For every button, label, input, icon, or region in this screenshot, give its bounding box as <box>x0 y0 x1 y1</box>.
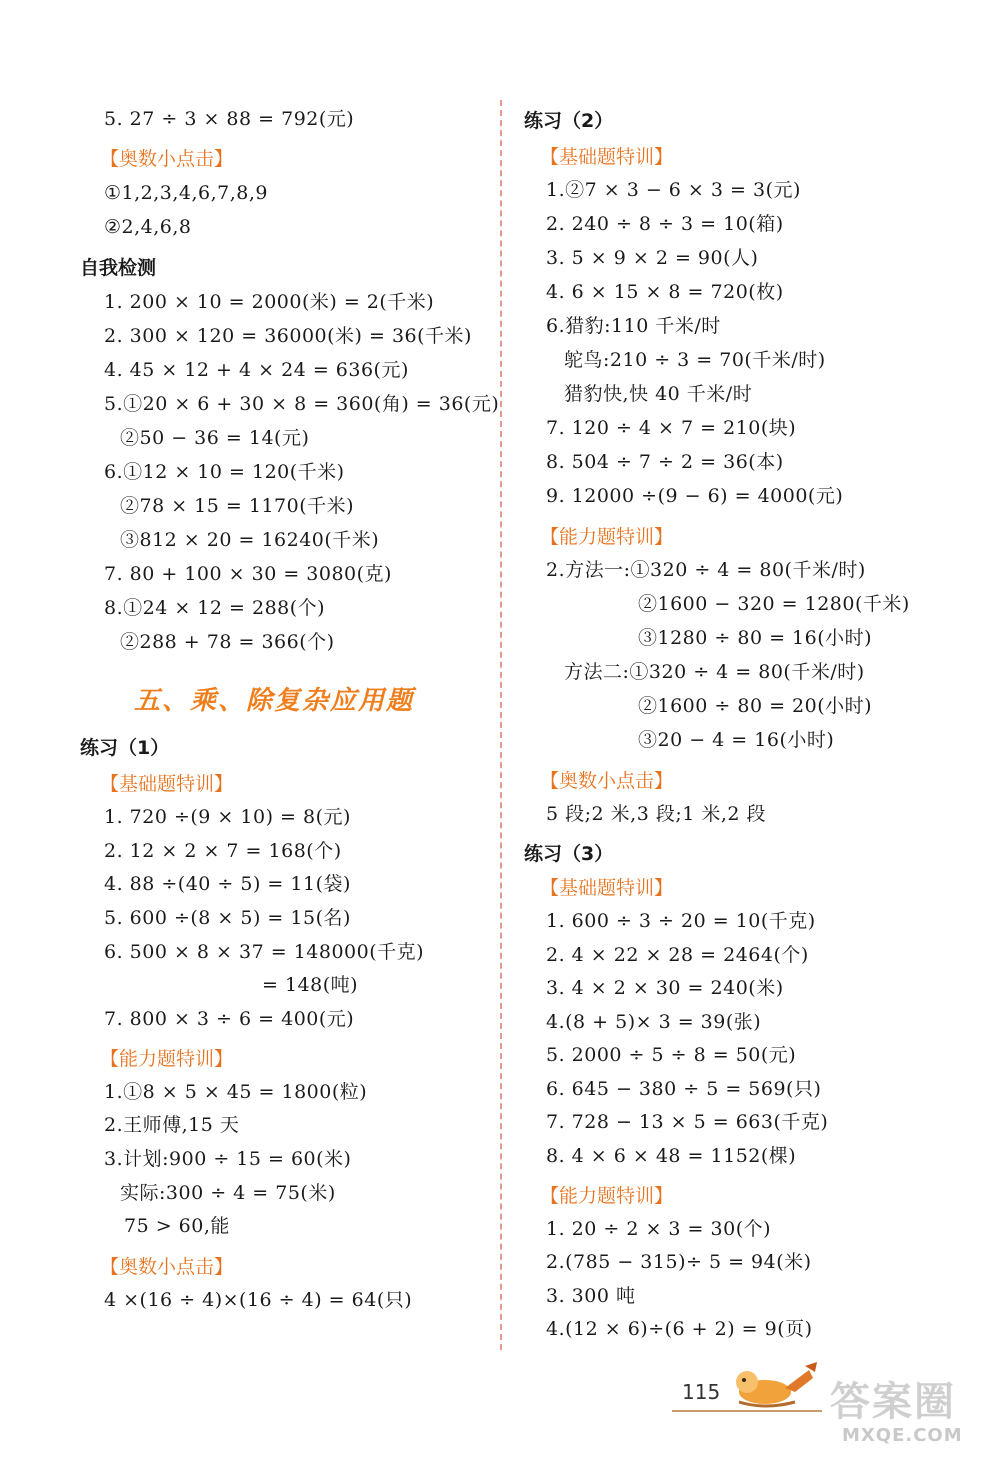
answer-line: 5. 2000 ÷ 5 ÷ 8 = 50(元) <box>546 1044 797 1066</box>
answer-line: 5. 27 ÷ 3 × 88 = 792(元) <box>104 108 355 130</box>
answer-line: 1. 200 × 10 = 2000(米) = 2(千米) <box>104 291 435 313</box>
answer-line: ②50 − 36 = 14(元) <box>120 427 310 449</box>
section-tag-ability: 【能力题特训】 <box>100 1048 234 1070</box>
mascot-illustration-icon <box>725 1358 825 1412</box>
answer-line: ③20 − 4 = 16(小时) <box>638 729 835 751</box>
answer-line: 4. 6 × 15 × 8 = 720(枚) <box>546 281 784 303</box>
chapter-title: 五、乘、除复杂应用题 <box>134 686 415 716</box>
answer-line: ②1600 − 320 = 1280(千米) <box>638 593 910 615</box>
answer-line: 1.②7 × 3 − 6 × 3 = 3(元) <box>546 179 801 201</box>
answer-line: ②2,4,6,8 <box>104 216 192 238</box>
answer-line: 8. 504 ÷ 7 ÷ 2 = 36(本) <box>546 451 784 473</box>
answer-line: 2. 300 × 120 = 36000(米) = 36(千米) <box>104 325 472 347</box>
answer-line: 鸵鸟:210 ÷ 3 = 70(千米/时) <box>564 349 826 371</box>
section-tag-basic: 【基础题特训】 <box>540 146 674 168</box>
answer-line: 8. 4 × 6 × 48 = 1152(棵) <box>546 1145 797 1167</box>
section-heading-practice-3: 练习（3） <box>524 843 614 865</box>
answer-line: 方法二:①320 ÷ 4 = 80(千米/时) <box>564 661 865 683</box>
section-tag-ability: 【能力题特训】 <box>540 1185 674 1207</box>
section-heading-practice-2: 练习（2） <box>524 110 614 132</box>
answer-line: 4.(8 + 5)× 3 = 39(张) <box>546 1011 762 1033</box>
answer-line: 6.①12 × 10 = 120(千米) <box>104 461 345 483</box>
answer-line: ①1,2,3,4,6,7,8,9 <box>104 182 269 204</box>
answer-line: 猎豹快,快 40 千米/时 <box>564 383 753 405</box>
answer-line: 2.王师傅,15 天 <box>104 1114 240 1136</box>
column-divider <box>500 100 502 1350</box>
answer-line: 3. 5 × 9 × 2 = 90(人) <box>546 247 759 269</box>
answer-line: 7. 728 − 13 × 5 = 663(千克) <box>546 1111 829 1133</box>
section-tag-basic: 【基础题特训】 <box>540 877 674 899</box>
answer-line: 2. 12 × 2 × 7 = 168(个) <box>104 840 342 862</box>
answer-line: = 148(吨) <box>262 974 359 996</box>
page-number: 115 <box>682 1380 721 1404</box>
answer-line: 7. 80 + 100 × 30 = 3080(克) <box>104 563 392 585</box>
answer-line: ③812 × 20 = 16240(千米) <box>120 529 380 551</box>
answer-line: 5. 600 ÷(8 × 5) = 15(名) <box>104 907 351 929</box>
answer-line: 8.①24 × 12 = 288(个) <box>104 597 326 619</box>
answer-line: 4 ×(16 ÷ 4)×(16 ÷ 4) = 64(只) <box>104 1289 413 1311</box>
answer-line: 1. 720 ÷(9 × 10) = 8(元) <box>104 806 351 828</box>
section-tag-aoshu: 【奥数小点击】 <box>100 148 234 170</box>
answer-line: 75 > 60,能 <box>124 1215 230 1237</box>
section-heading-self-check: 自我检测 <box>80 257 157 279</box>
answer-line: 7. 120 ÷ 4 × 7 = 210(块) <box>546 417 797 439</box>
answer-line: 1.①8 × 5 × 45 = 1800(粒) <box>104 1081 368 1103</box>
answer-line: 2.(785 − 315)÷ 5 = 94(米) <box>546 1251 812 1273</box>
answer-line: 6.猎豹:110 千米/时 <box>546 315 721 337</box>
answer-line: 4. 88 ÷(40 ÷ 5) = 11(袋) <box>104 873 351 895</box>
answer-line: 2.方法一:①320 ÷ 4 = 80(千米/时) <box>546 559 866 581</box>
answer-line: 2. 4 × 22 × 28 = 2464(个) <box>546 944 809 966</box>
answer-line: 1. 20 ÷ 2 × 3 = 30(个) <box>546 1218 772 1240</box>
answer-line: 4. 45 × 12 + 4 × 24 = 636(元) <box>104 359 409 381</box>
section-heading-practice-1: 练习（1） <box>80 737 170 759</box>
answer-line: 6. 645 − 380 ÷ 5 = 569(只) <box>546 1078 822 1100</box>
answer-line: 3.计划:900 ÷ 15 = 60(米) <box>104 1148 352 1170</box>
answer-line: 3. 4 × 2 × 30 = 240(米) <box>546 977 784 999</box>
answer-line: 7. 800 × 3 ÷ 6 = 400(元) <box>104 1008 355 1030</box>
answer-line: 9. 12000 ÷(9 − 6) = 4000(元) <box>546 485 844 507</box>
section-tag-aoshu: 【奥数小点击】 <box>540 770 674 792</box>
section-tag-aoshu: 【奥数小点击】 <box>100 1256 234 1278</box>
answer-line: 4.(12 × 6)÷(6 + 2) = 9(页) <box>546 1318 813 1340</box>
answer-line: ②288 + 78 = 366(个) <box>120 631 335 653</box>
answer-line: 1. 600 ÷ 3 ÷ 20 = 10(千克) <box>546 910 816 932</box>
answer-line: 实际:300 ÷ 4 = 75(米) <box>120 1182 336 1204</box>
answer-line: ③1280 ÷ 80 = 16(小时) <box>638 627 873 649</box>
answer-line: 5.①20 × 6 + 30 × 8 = 360(角) = 36(元) <box>104 393 500 415</box>
answer-line: 3. 300 吨 <box>546 1285 636 1307</box>
watermark-logo: 答案圈 <box>830 1379 956 1425</box>
answer-line: 2. 240 ÷ 8 ÷ 3 = 10(箱) <box>546 213 784 235</box>
answer-line: 5 段;2 米,3 段;1 米,2 段 <box>546 803 767 825</box>
section-tag-ability: 【能力题特训】 <box>540 526 674 548</box>
answer-line: ②78 × 15 = 1170(千米) <box>120 495 355 517</box>
answer-line: ②1600 ÷ 80 = 20(小时) <box>638 695 873 717</box>
watermark-url: MXQE.COM <box>842 1425 963 1446</box>
section-tag-basic: 【基础题特训】 <box>100 773 234 795</box>
answer-line: 6. 500 × 8 × 37 = 148000(千克) <box>104 941 425 963</box>
